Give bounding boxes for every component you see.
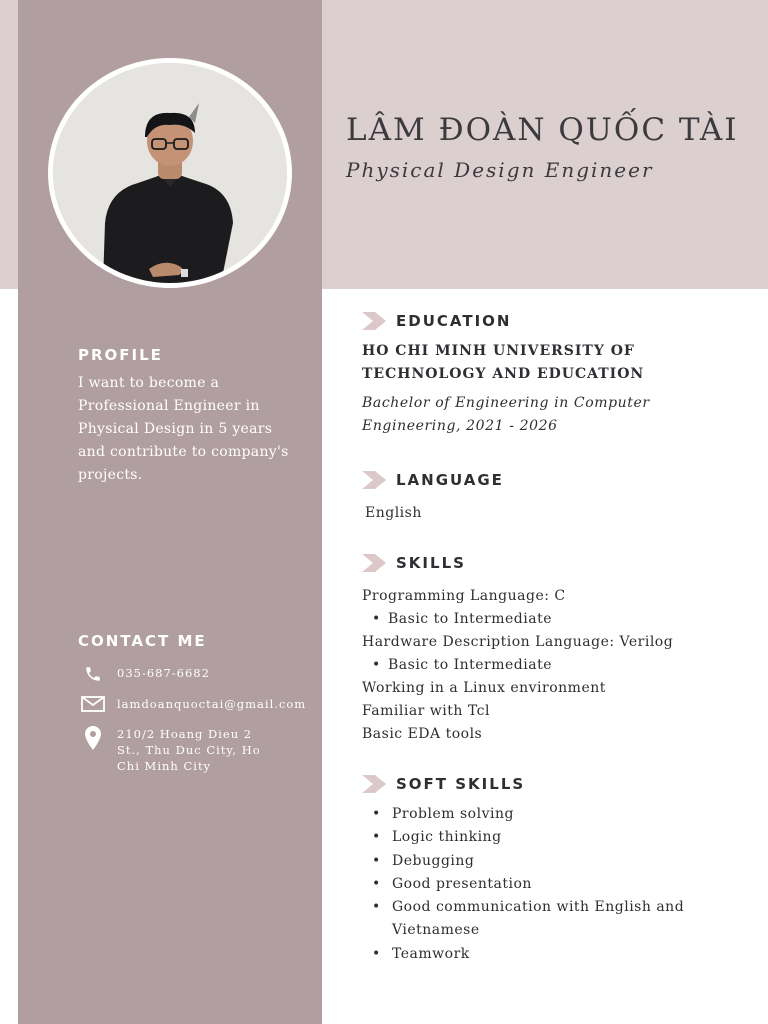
soft-skill-item: • Problem solving [366,803,696,826]
address-line: St., Thu Duc City, Ho [117,743,261,757]
soft-skill-item: • Teamwork [366,943,696,966]
soft-skills-list [366,803,696,966]
profile-photo [53,63,287,283]
language-heading: LANGUAGE [396,471,504,489]
skill-item: Familiar with Tcl [362,703,490,719]
soft-skills-heading: SOFT SKILLS [396,775,526,793]
job-title: Physical Design Engineer [346,158,654,182]
candidate-name: LÂM ĐOÀN QUỐC TÀI [346,112,739,148]
degree-line: Bachelor of Engineering in Computer [362,395,650,411]
degree [362,392,692,438]
chevron-arrow-icon [362,554,386,572]
skill-level: • Basic to Intermediate [362,654,673,677]
contact-phone-row [80,665,210,683]
skill-item: Working in a Linux environment [362,680,606,696]
chevron-arrow-icon [362,471,386,489]
person-illustration [53,63,287,283]
university-line: HO CHI MINH UNIVERSITY OF [362,343,635,359]
soft-skills-section-header [362,775,525,793]
contact-email-row [80,696,306,712]
chevron-arrow-icon [362,775,386,793]
skills-list [362,585,673,746]
soft-skill-item: • Logic thinking [366,826,696,849]
soft-skill-item: • Good presentation [366,873,696,896]
contact-heading: CONTACT ME [78,632,207,650]
degree-line: Engineering, 2021 - 2026 [362,418,558,434]
address-line: 210/2 Hoang Dieu 2 [117,727,253,741]
phone-number[interactable]: 035-687-6682 [117,666,210,680]
language-section-header [362,471,504,489]
address [117,726,261,774]
language-value: English [365,505,422,521]
skills-heading: SKILLS [396,554,466,572]
education-section-header [362,312,511,330]
envelope-icon [80,696,106,712]
profile-text: I want to become a Professional Engineer in Physical Design in 5 years and contribute to company's projects. [78,375,289,483]
skill-level: • Basic to Intermediate [362,608,673,631]
soft-skill-item: • Debugging [366,850,696,873]
university-line: TECHNOLOGY AND EDUCATION [362,366,645,382]
chevron-arrow-icon [362,312,386,330]
soft-skill-item: • Good communication with English and Vietnamese [366,896,696,943]
skill-item: Programming Language: C [362,588,566,604]
education-heading: EDUCATION [396,312,512,330]
map-pin-icon [80,726,106,750]
phone-icon [80,665,106,683]
contact-address-row [80,726,261,774]
email-address[interactable]: lamdoanquoctai@gmail.com [117,697,307,711]
address-line: Chi Minh City [117,759,212,773]
profile-heading: PROFILE [78,346,163,364]
skills-section-header [362,554,466,572]
university-name [362,340,692,386]
skill-item: Basic EDA tools [362,726,483,742]
skill-item: Hardware Description Language: Verilog [362,634,674,650]
